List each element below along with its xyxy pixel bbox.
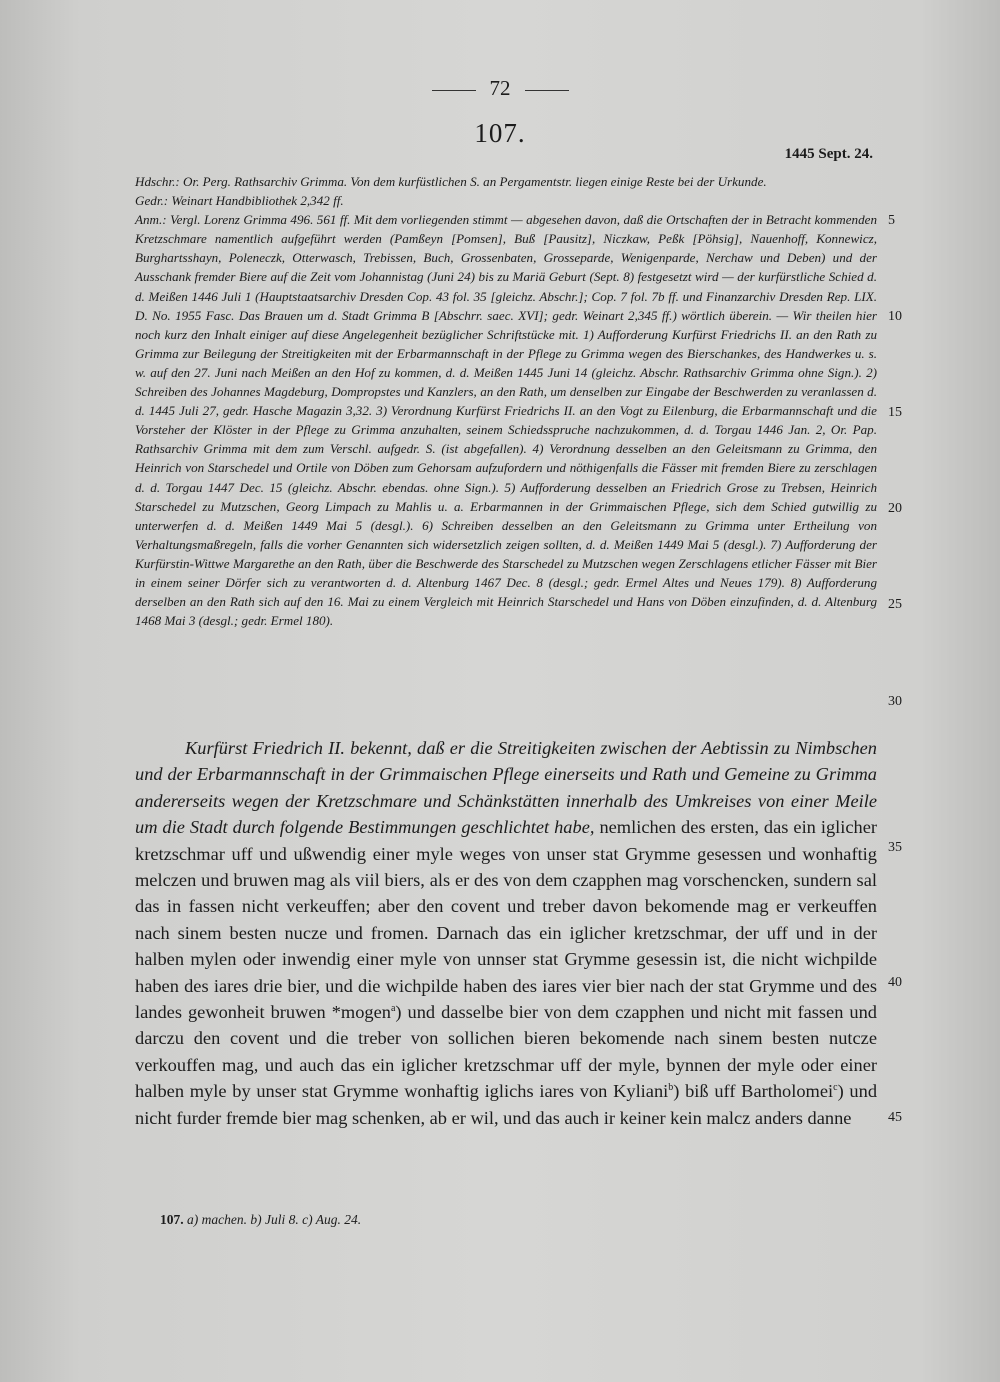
charter-summary: Kurfürst Friedrich II. bekennt, daß er die Streitigkeiten zwischen der Aebtissin zu Nimbschen und der Erbarmannschaft in der Grimmaischen Pflege einerseits und Rath und Gemeine zu Grimma andererseits wegen der Kretzschmare und Schänkstätten innerhalb des Umkreises von einer Meile um die Stadt durch folgende Bestimmungen geschlichtet habe,	[135, 738, 877, 838]
note-remarks: Anm.: Vergl. Lorenz Grimma 496. 561 ff. Mit dem vorliegenden stimmt — abgesehen davon, daß die Ortschaften der in Betracht kommenden Kretzschmare namentlich aufgeführt werden (Pamßeyn [Pomsen], Buß [Pausitz], Niczkaw, Peßk [Pöhsig], Nauenhoff, Konnewicz, Burghartsshayn, Poleneczk, Otterwasch, Trebissen, Buch, Grossenbaten, Grosseparde, Wenigenparde, Nerchaw und Deben) und der Ausschank fremder Biere auf die Zeit vom Johannistag (Juni 24) bis zu Mariä Geburt (Sept. 8) festgesetzt wird — der kurfürstliche Schied d. d. Meißen 1446 Juli 1 (Hauptstaatsarchiv Dresden Cop. 43 fol. 35 [gleichz. Abschr.]; Cop. 7 fol. 7b ff. und Finanzarchiv Dresden Rep. LIX. D. No. 1955 Fasc. Das Brauen um d. Stadt Grimma B [Abschrr. saec. XVI]; gedr. Weinart 2,345 ff.) wörtlich überein. — Wir theilen hier noch kurz den Inhalt einiger auf diese Angelegenheit bezüglicher Schriftstücke mit. 1) Aufforderung Kurfürst Friedrichs II. an den Rath zu Grimma zur Beilegung der Streitigkeiten mit der Erbarmannschaft in der Pflege zu Grimma wegen des Bierschankes, des Handwerkes u. s. w. auf den 27. Juni nach Meißen an den Hof zu kommen, d. d. Meißen 1445 Juni 14 (gleichz. Abschr. Rathsarchiv Grimma ohne Sign.). 2) Schreiben des Johannes Magdeburg, Dompropstes und Kanzlers, an den Rath, um denselben zur Eingabe der Beschwerden zu veranlassen d. d. 1445 Juli 27, gedr. Hasche Magazin 3,32. 3) Verordnung Kurfürst Friedrichs II. an den Vogt zu Eilenburg, die Erbarmannschaft und die Vorsteher der Klöster in der Pflege zu Grimma anzuhalten, seinem Schiedsspruche nachzukommen, d. d. Torgau 1446 Jan. 2, Or. Pap. Rathsarchiv Grimma mit dem zum Verschl. aufgedr. S. (ist abgefallen). 4) Verordnung desselben an den Geleitsmann zu Grimma, den Heinrich von Starschedel und Ortile von Döben zum Gehorsam aufzufordern und nöthigenfalls die Fässer mit fremden Biere zu zerschlagen d. d. Torgau 1447 Dec. 15 (gleichz. Abschr. ebendas. ohne Sign.). 5) Aufforderung desselben an Friedrich Grose zu Trebsen, Heinrich Starschedel zu Mutzschen, Georg Limpach zu Mahlis u. a. Erbarmannen in der Grimmaischen Pflege, sich dem Schied gutwillig zu unterwerfen d. d. Meißen 1449 Mai 5 (desgl.). 6) Schreiben desselben an den Geleitsmann zu Grimma unter Ertheilung von Verhaltungsmaßregeln, falls die vorher Genannten sich widersetzlich zeigen sollten, d. d. Meißen 1449 Mai 5 (desgl.). 7) Aufforderung der Kurfürstin-Wittwe Margarethe an den Rath, über die Beschwerde des Starschedel zu Mutzschen wegen Zerschlagens etlicher Fässer mit Bier in einem seiner Dörfer sich zu verantworten d. d. Altenburg 1467 Dec. 8 (desgl.; gedr. Ermel Altes und Neues 179). 8) Aufforderung derselben an den Rath sich auf den 16. Mai zu einem Vergleich mit Heinrich Starschedel und Hans von Döben einzufinden, d. d. Altenburg 1468 Mai 3 (desgl.; gedr. Ermel 180).	[135, 212, 877, 629]
line-number: 40	[888, 975, 902, 990]
footnote-number: 107.	[160, 1212, 184, 1227]
footnote-marker: c	[833, 1082, 838, 1094]
header-rule-left	[432, 90, 476, 91]
line-number: 5	[888, 213, 895, 228]
note-printed: Gedr.: Weinart Handbibliothek 2,342 ff.	[135, 193, 344, 209]
footnote-marker: a	[390, 1002, 396, 1014]
footnote-marker: b	[668, 1082, 674, 1094]
header-rule-right	[525, 90, 569, 91]
charter-text-part: ) und nicht furder fremde bier mag schenken, ab er wil, und das auch ir keiner kein malcz anders danne	[135, 1081, 878, 1128]
footnote-text: a) machen. b) Juli 8. c) Aug. 24.	[187, 1212, 362, 1227]
page-number: 72	[489, 76, 511, 100]
document-number: 107.	[474, 118, 526, 148]
line-number: 45	[888, 1110, 902, 1125]
line-number: 10	[888, 309, 902, 324]
charter-paragraph	[135, 735, 877, 1131]
footnotes	[160, 1212, 361, 1228]
charter-text-part: nemlichen des ersten, das ein iglicher kretzschmar uff und ußwendig einer myle weges von unser stat Grymme gesessen und wonhaftig melczen und bruwen mag als viil biers, als er des von dem czapphen mag vorschencken, sundern sal das in fassen nicht verkeuffen; aber den covent und treber davon bekomende mag er verkeuffen nach sinem besten nucze und fromen. Darnach das ein iglicher kretzschmar, der uff und in der halben mylen oder inwendig einer myle von unnser stat Grymme gesessin ist, die nicht wichpilde haben des iares drie bier, und die wichpilde haben des iares vier bier nach der stat Grymme und des landes gewonheit bruwen *mogen	[135, 817, 878, 1023]
page-header	[0, 76, 1000, 101]
document-date: 1445 Sept. 24.	[784, 146, 873, 162]
charter-text-part: ) und dasselbe bier von dem czapphen und nicht mit fassen und darczu den covent und die treber von sollichen bieren bekomende nach sinem besten nutcze verkouffen mag, und auch das ein iglicher kretzschmar uff der myle, bynnen der myle oder einer halben myle by unser stat Grymme wonhaftig iglichs iares von Kyliani	[135, 1002, 877, 1102]
charter-text-part: ) biß uff Bartholomei	[673, 1081, 834, 1102]
editorial-notes	[135, 172, 877, 630]
charter-text	[135, 735, 877, 1131]
line-number: 30	[888, 694, 902, 709]
line-number: 35	[888, 840, 902, 855]
line-number: 20	[888, 501, 902, 516]
line-number: 15	[888, 405, 902, 420]
note-manuscript: Hdschr.: Or. Perg. Rathsarchiv Grimma. Von dem kurfüstlichen S. an Pergamentstr. liegen einige Reste bei der Urkunde.	[135, 174, 767, 189]
line-number: 25	[888, 597, 902, 612]
